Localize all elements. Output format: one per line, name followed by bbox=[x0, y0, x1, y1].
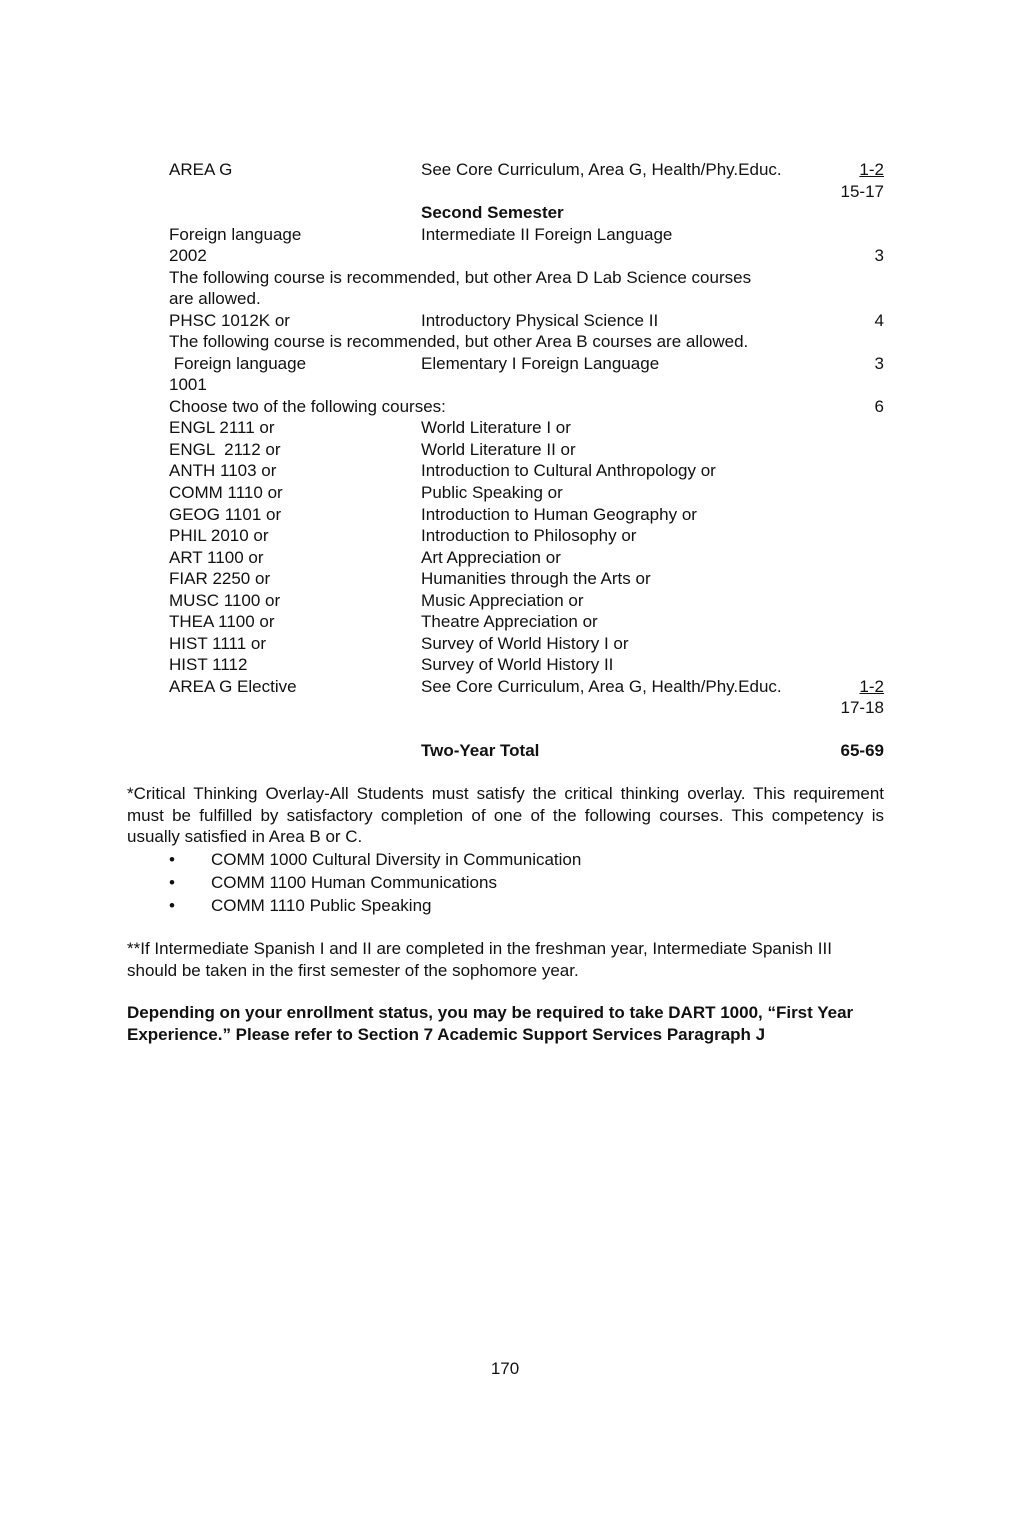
bullet-icon: • bbox=[169, 873, 175, 892]
course-code: GEOG 1101 or bbox=[169, 505, 282, 524]
area-g-row bbox=[169, 159, 884, 181]
note-line: are allowed. bbox=[169, 289, 261, 308]
bullet-icon: • bbox=[169, 896, 175, 915]
bullet-text: COMM 1100 Human Communications bbox=[211, 873, 497, 892]
course-code: MUSC 1100 or bbox=[169, 591, 281, 610]
course-option-row bbox=[169, 633, 884, 655]
bullet-icon: • bbox=[169, 850, 175, 869]
course-code: ENGL 2111 or bbox=[169, 418, 275, 437]
credit-hours: 3 bbox=[874, 246, 884, 265]
second-semester-subtotal-row bbox=[169, 697, 884, 719]
course-code: COMM 1110 or bbox=[169, 483, 283, 502]
second-semester-heading-row bbox=[169, 202, 884, 224]
semester-heading: Second Semester bbox=[421, 203, 564, 222]
course-description: Theatre Appreciation or bbox=[421, 612, 598, 631]
recommendation-note bbox=[169, 331, 884, 353]
course-row bbox=[169, 224, 884, 246]
instruction-text: Choose two of the following courses: bbox=[169, 397, 446, 416]
course-code: FIAR 2250 or bbox=[169, 569, 271, 588]
course-option-row bbox=[169, 611, 884, 633]
total-label: Two-Year Total bbox=[421, 741, 540, 760]
recommendation-note bbox=[169, 267, 884, 289]
two-year-total-row bbox=[169, 740, 884, 762]
course-code: PHSC 1012K or bbox=[169, 311, 290, 330]
course-description: World Literature II or bbox=[421, 440, 576, 459]
course-code: THEA 1100 or bbox=[169, 612, 275, 631]
credit-hours: 1-2 bbox=[859, 677, 884, 696]
course-description: See Core Curriculum, Area G, Health/Phy.Educ. bbox=[421, 160, 782, 179]
semester-subtotal: 17-18 bbox=[840, 698, 884, 717]
course-description: Art Appreciation or bbox=[421, 548, 561, 567]
area-g-elective-row bbox=[169, 676, 884, 698]
course-code: ENGL 2112 or bbox=[169, 440, 281, 459]
course-option-row bbox=[169, 590, 884, 612]
course-row-continued bbox=[169, 245, 884, 267]
course-option-row bbox=[169, 504, 884, 526]
course-option-row bbox=[169, 460, 884, 482]
course-option-row bbox=[169, 568, 884, 590]
credit-hours: 3 bbox=[874, 354, 884, 373]
course-description: Elementary I Foreign Language bbox=[421, 354, 660, 373]
bullet-text: COMM 1000 Cultural Diversity in Communication bbox=[211, 850, 582, 869]
course-option-row bbox=[169, 654, 884, 676]
course-option-row bbox=[169, 482, 884, 504]
course-code: AREA G bbox=[169, 160, 233, 179]
credit-hours: 1-2 bbox=[859, 160, 884, 179]
semester-subtotal: 15-17 bbox=[840, 182, 884, 201]
course-description: Survey of World History II bbox=[421, 655, 614, 674]
course-description: Introductory Physical Science II bbox=[421, 311, 659, 330]
course-number: 1001 bbox=[169, 375, 207, 394]
critical-thinking-paragraph: *Critical Thinking Overlay-All Students must satisfy the critical thinking overlay. This requirement must be fulfilled by satisfactory completion of one of the following courses. This competency is usually satisfied in Area B or C. bbox=[127, 784, 884, 846]
bullet-text: COMM 1110 Public Speaking bbox=[211, 896, 432, 915]
course-row-continued bbox=[169, 374, 884, 396]
course-option-row bbox=[169, 547, 884, 569]
course-code: ANTH 1103 or bbox=[169, 461, 277, 480]
course-code: HIST 1111 or bbox=[169, 634, 267, 653]
credit-hours: 6 bbox=[874, 397, 884, 416]
recommendation-note-continued bbox=[169, 288, 884, 310]
course-description: Humanities through the Arts or bbox=[421, 569, 651, 588]
course-row bbox=[169, 353, 884, 375]
credit-hours: 4 bbox=[874, 311, 884, 330]
course-description: Public Speaking or bbox=[421, 483, 563, 502]
total-hours: 65-69 bbox=[840, 741, 884, 760]
course-code: Foreign language bbox=[169, 225, 302, 244]
course-option-row bbox=[169, 525, 884, 547]
course-code: Foreign language bbox=[169, 354, 307, 373]
choose-two-row bbox=[169, 396, 884, 418]
page-number: 170 bbox=[490, 1359, 520, 1378]
note-line: The following course is recommended, but other Area B courses are allowed. bbox=[169, 332, 749, 351]
course-code: HIST 1112 bbox=[169, 655, 248, 674]
course-code: PHIL 2010 or bbox=[169, 526, 269, 545]
spanish-note: **If Intermediate Spanish I and II are completed in the freshman year, Intermediate Spanish III should be taken in the first semester of the sophomore year. bbox=[127, 939, 832, 980]
course-description: Intermediate II Foreign Language bbox=[421, 225, 673, 244]
course-description: Introduction to Human Geography or bbox=[421, 505, 697, 524]
course-option-row bbox=[169, 439, 884, 461]
course-code: AREA G Elective bbox=[169, 677, 297, 696]
course-description: Survey of World History I or bbox=[421, 634, 629, 653]
course-number: 2002 bbox=[169, 246, 207, 265]
course-description: Introduction to Cultural Anthropology or bbox=[421, 461, 716, 480]
course-row bbox=[169, 310, 884, 332]
course-option-row bbox=[169, 417, 884, 439]
course-description: Music Appreciation or bbox=[421, 591, 584, 610]
dart-note: Depending on your enrollment status, you may be required to take DART 1000, “First Year Experience.” Please refer to Section 7 Academic Support Services Paragraph J bbox=[127, 1003, 854, 1044]
course-description: Introduction to Philosophy or bbox=[421, 526, 637, 545]
course-description: See Core Curriculum, Area G, Health/Phy.Educ. bbox=[421, 677, 782, 696]
course-description: World Literature I or bbox=[421, 418, 571, 437]
first-semester-subtotal-row bbox=[169, 181, 884, 203]
course-code: ART 1100 or bbox=[169, 548, 264, 567]
note-line: The following course is recommended, but other Area D Lab Science courses bbox=[169, 268, 752, 287]
